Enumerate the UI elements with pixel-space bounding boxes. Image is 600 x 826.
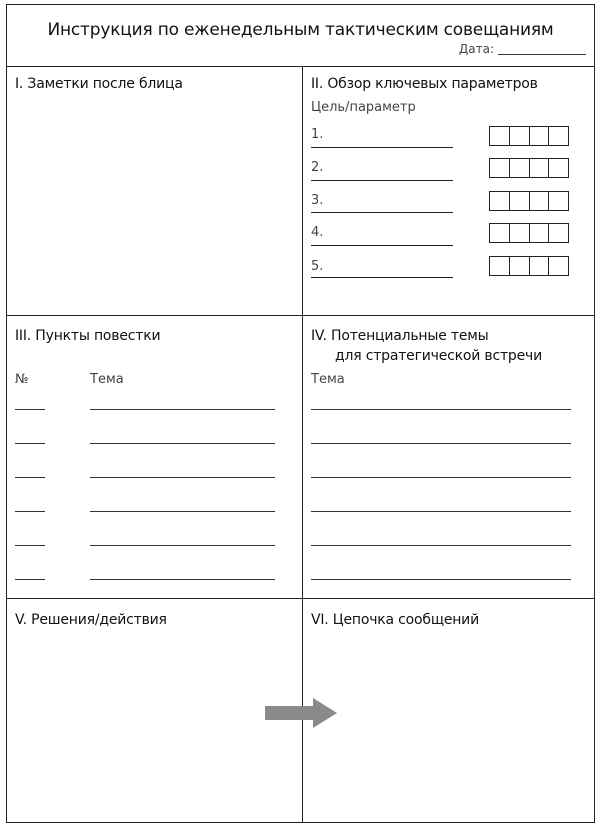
arrow-right-icon [265,698,339,728]
agenda-number-line[interactable] [15,443,45,444]
param-4-boxes[interactable] [489,223,569,243]
param-2-line[interactable] [311,180,453,181]
agenda-number-line[interactable] [15,545,45,546]
section-2-title: II. Обзор ключевых параметров [311,76,538,92]
strategic-topic-header: Тема [311,372,345,387]
param-3-number: 3. [311,193,324,208]
agenda-number-line[interactable] [15,409,45,410]
param-5-number: 5. [311,259,324,274]
row-divider-2 [7,598,594,599]
strategic-topic-line[interactable] [311,443,571,444]
section-6-title: VI. Цепочка сообщений [311,612,479,628]
param-4-number: 4. [311,225,324,240]
agenda-topic-line[interactable] [90,511,275,512]
param-2-number: 2. [311,160,324,175]
agenda-topic-header: Тема [90,372,124,387]
param-3-line[interactable] [311,212,453,213]
agenda-topic-line[interactable] [90,545,275,546]
agenda-topic-line[interactable] [90,409,275,410]
tactical-meeting-form [6,4,595,823]
date-blank-line[interactable] [498,54,586,55]
section-3-title: III. Пункты повестки [15,328,161,344]
agenda-topic-line[interactable] [90,477,275,478]
page-title: Инструкция по еженедельным тактическим совещаниям [47,20,554,40]
strategic-topic-line[interactable] [311,545,571,546]
agenda-number-line[interactable] [15,511,45,512]
agenda-number-line[interactable] [15,579,45,580]
strategic-topic-line[interactable] [311,511,571,512]
agenda-number-line[interactable] [15,477,45,478]
param-5-boxes[interactable] [489,256,569,276]
param-4-line[interactable] [311,245,453,246]
section-5-title: V. Решения/действия [15,612,167,628]
param-5-line[interactable] [311,277,453,278]
strategic-topic-line[interactable] [311,477,571,478]
section-4-title-line1: IV. Потенциальные темы [311,328,489,344]
param-2-boxes[interactable] [489,158,569,178]
strategic-topic-line[interactable] [311,579,571,580]
param-3-boxes[interactable] [489,191,569,211]
section-2-subtitle: Цель/параметр [311,100,416,115]
agenda-topic-line[interactable] [90,443,275,444]
agenda-topic-line[interactable] [90,579,275,580]
section-1-title: I. Заметки после блица [15,76,183,92]
param-1-line[interactable] [311,147,453,148]
row-divider-1 [7,315,594,316]
date-field[interactable] [459,42,586,56]
form-header [7,5,594,67]
agenda-number-header: № [15,372,29,387]
param-1-number: 1. [311,127,324,142]
section-4-title-line2: для стратегической встречи [335,348,542,364]
param-1-boxes[interactable] [489,126,569,146]
strategic-topic-line[interactable] [311,409,571,410]
date-label: Дата: [458,42,494,56]
